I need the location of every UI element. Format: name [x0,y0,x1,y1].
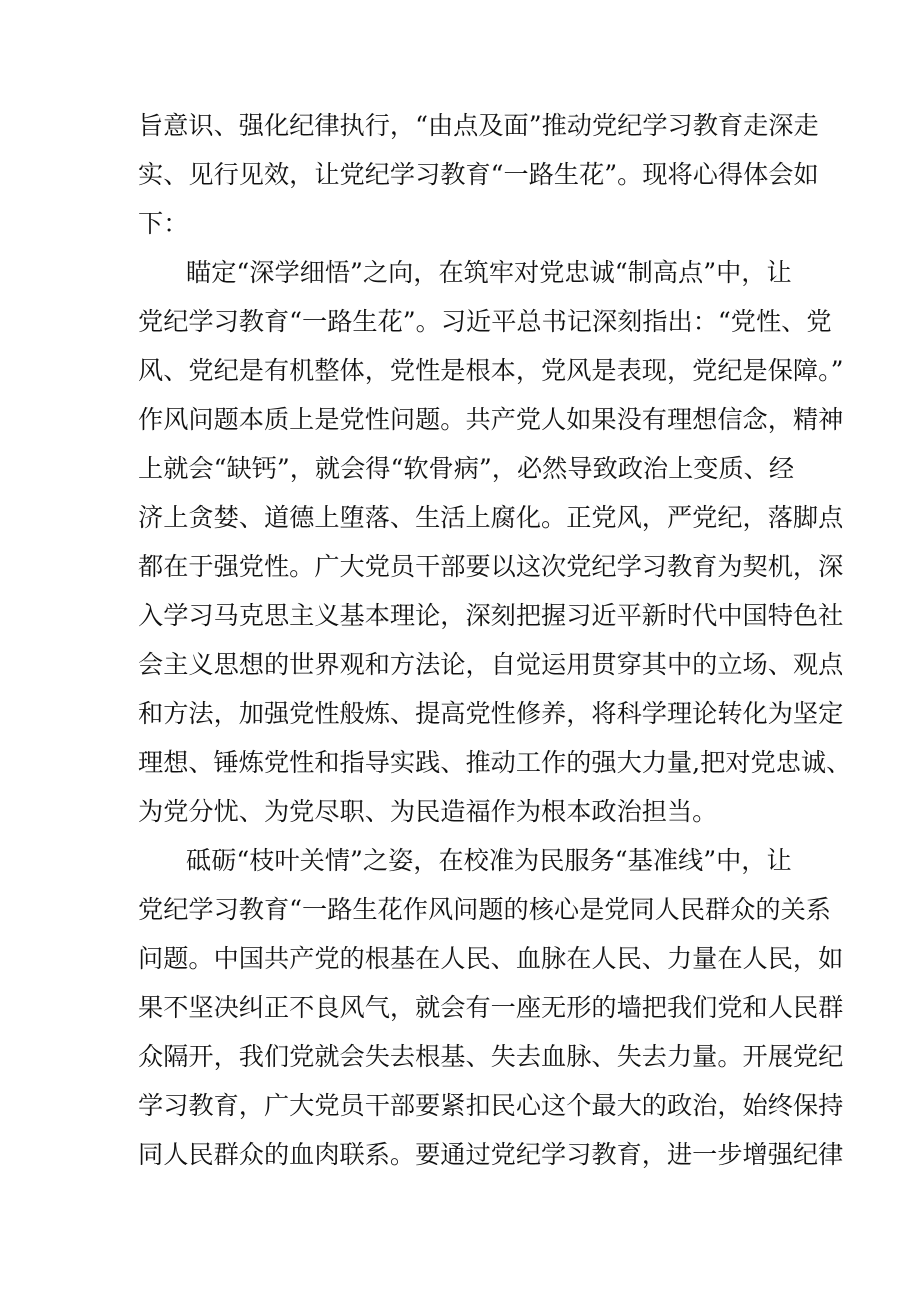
paragraph-2-line-5: 上就会“缺钙”，就会得“软骨病”，必然导致政治上变质、经 [138,454,795,483]
paragraph-1-line-3: 下： [138,209,189,238]
paragraph-2-line-11: 理想、锤炼党性和指导实践、推动工作的强大力量,把对党忠诚、 [138,748,852,777]
paragraph-2-line-8: 入学习马克思主义基本理论，深刻把握习近平新时代中国特色社 [138,601,844,630]
paragraph-3-line-3: 问题。中国共产党的根基在人民、血脉在人民、力量在人民，如 [138,944,844,973]
paragraph-3-line-5: 众隔开，我们党就会失去根基、失去血脉、失去力量。开展党纪 [138,1042,844,1071]
paragraph-2-line-1: 瞄定“深学细悟”之向，在筑牢对党忠诚“制高点”中，让 [186,258,792,287]
paragraph-2-line-9: 会主义思想的世界观和方法论，自觉运用贯穿其中的立场、观点 [138,650,844,679]
paragraph-1-line-1: 旨意识、强化纪律执行，“由点及面”推动党纪学习教育走深走 [138,111,819,140]
paragraph-2-line-7: 都在于强党性。广大党员干部要以这次党纪学习教育为契机，深 [138,552,844,581]
paragraph-3-line-1: 砥砺“枝叶关情”之姿，在校准为民服务“基准线”中，让 [186,846,792,875]
paragraph-2-line-12: 为党分忧、为党尽职、为民造福作为根本政治担当。 [138,797,718,826]
paragraph-2-line-6: 济上贪婪、道德上堕落、生活上腐化。正党风，严党纪，落脚点 [138,503,844,532]
paragraph-2-line-4: 作风问题本质上是党性问题。共产党人如果没有理想信念，精神 [138,405,844,434]
paragraph-3-line-4: 果不坚决纠正不良风气，就会有一座无形的墙把我们党和人民群 [138,993,844,1022]
paragraph-2-line-2: 党纪学习教育“一路生花”。习近平总书记深刻指出：“党性、党 [138,307,832,336]
paragraph-3-line-7: 同人民群众的血肉联系。要通过党纪学习教育，进一步增强纪律 [138,1140,844,1169]
paragraph-2-line-10: 和方法，加强党性般炼、提高党性修养，将科学理论转化为坚定 [138,699,844,728]
paragraph-2-line-3: 风、党纪是有机整体，党性是根本，党风是表现，党纪是保障。” [138,356,844,385]
paragraph-3-line-2: 党纪学习教育“一路生花作风问题的核心是党同人民群众的关系 [138,895,831,924]
paragraph-3-line-6: 学习教育，广大党员干部要紧扣民心这个最大的政治，始终保持 [138,1091,844,1120]
paragraph-1-line-2: 实、见行见效，让党纪学习教育“一路生花”。现将心得体会如 [138,160,819,189]
